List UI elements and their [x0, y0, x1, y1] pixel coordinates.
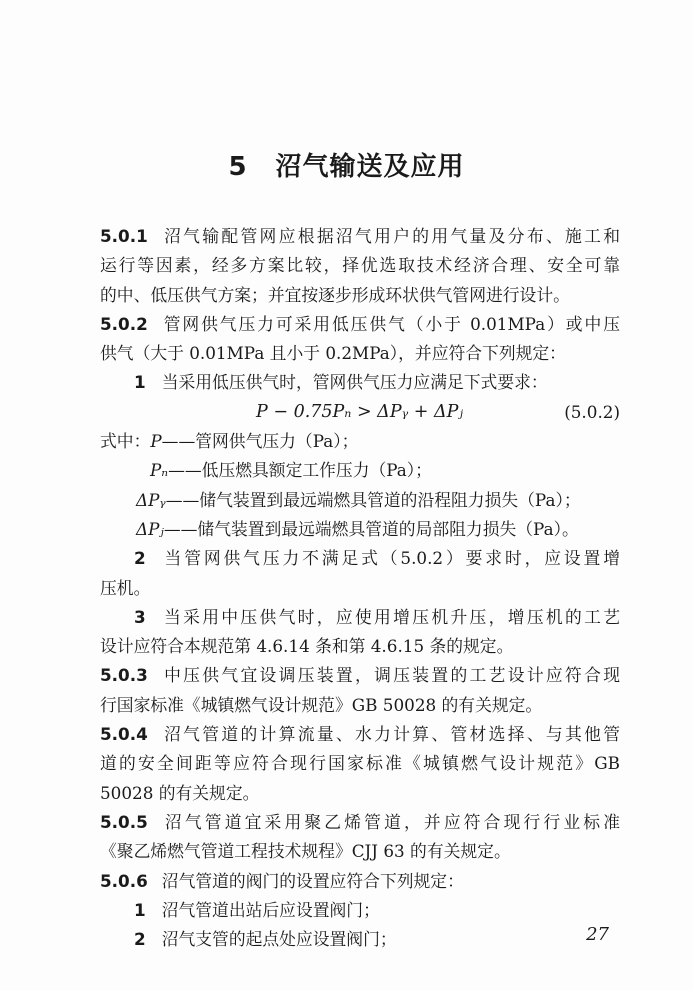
- item-number: 1: [134, 372, 146, 393]
- clause-5-0-5-line-1: 5.0.5 沼气管道宜采用聚乙烯管道，并应符合现行行业标准: [100, 811, 620, 832]
- clause-5-0-2-item-1: 1 当采用低压供气时，管网供气压力应满足下式要求：: [134, 372, 548, 393]
- clause-5-0-2-item-2-line-1: 2 当管网供气压力不满足式（5.0.2）要求时，应设置增: [134, 548, 620, 569]
- item-number: 1: [134, 899, 146, 920]
- clause-number: 5.0.1: [100, 226, 148, 246]
- clause-5-0-2-item-3-line-2: 设计应符合本规范第 4.6.14 条和第 4.6.15 条的规定。: [100, 636, 514, 657]
- clause-5-0-2-line-1: 5.0.2 管网供气压力可采用低压供气（小于 0.01MPa）或中压: [100, 313, 620, 334]
- clause-5-0-1-line-1: 5.0.1 沼气输配管网应根据沼气用户的用气量及分布、施工和: [100, 226, 620, 246]
- page-number: 27: [586, 924, 609, 945]
- clause-number: 5.0.4: [100, 724, 148, 745]
- clause-5-0-6-line-1: 5.0.6 沼气管道的阀门的设置应符合下列规定：: [100, 870, 464, 891]
- formula-expression: P − 0.75Pₙ > ΔPᵧ + ΔPⱼ: [256, 401, 464, 422]
- formula-5-0-2: [100, 398, 620, 427]
- clause-5-0-6-item-2: 2 沼气支管的起点处应设置阀门；: [134, 929, 397, 950]
- clause-5-0-1-line-3: 的中、低压供气方案；并宜按逐步形成环状供气管网进行设计。: [100, 284, 570, 305]
- clause-5-0-2-item-3-line-1: 3 当采用中压供气时，应使用增压机升压，增压机的工艺: [134, 606, 620, 627]
- where-label: 式中：: [100, 431, 151, 452]
- clause-5-0-2-item-2-line-2: 压机。: [100, 577, 151, 598]
- chapter-title-text: 沼气输送及应用: [275, 152, 465, 182]
- document-body: [100, 222, 620, 954]
- clause-5-0-1-line-2: 运行等因素，经多方案比较，择优选取技术经济合理、安全可靠: [100, 255, 620, 276]
- clause-5-0-4-line-1: 5.0.4 沼气管道的计算流量、水力计算、管材选择、与其他管: [100, 724, 620, 745]
- clause-5-0-6-item-1: 1 沼气管道出站后应设置阀门；: [134, 899, 380, 920]
- chapter-number: 5: [228, 152, 248, 182]
- item-number: 3: [134, 606, 146, 627]
- definition-delta-pj: ΔPⱼ——储气装置到最远端燃具管道的局部阻力损失（Pa）。: [136, 518, 579, 539]
- clause-5-0-4-line-2: 道的安全间距等应符合现行国家标准《城镇燃气设计规范》GB: [100, 753, 620, 774]
- clause-5-0-4-line-3: 50028 的有关规定。: [100, 782, 260, 803]
- definition-delta-py: ΔPᵧ——储气装置到最远端燃具管道的沿程阻力损失（Pa）；: [136, 489, 581, 510]
- clause-number: 5.0.2: [100, 313, 148, 334]
- clause-5-0-3-line-1: 5.0.3 中压供气宜设调压装置，调压装置的工艺设计应符合现: [100, 665, 620, 686]
- item-number: 2: [134, 548, 146, 569]
- formula-number: (5.0.2): [564, 401, 620, 422]
- chapter-title: [0, 146, 693, 183]
- item-number: 2: [134, 929, 146, 950]
- clause-5-0-5-line-2: 《聚乙烯燃气管道工程技术规程》CJJ 63 的有关规定。: [100, 841, 511, 862]
- clause-5-0-2-line-2: 供气（大于 0.01MPa 且小于 0.2MPa），并应符合下列规定：: [100, 343, 566, 364]
- clause-number: 5.0.6: [100, 870, 148, 891]
- clause-5-0-3-line-2: 行国家标准《城镇燃气设计规范》GB 50028 的有关规定。: [100, 694, 543, 715]
- clause-number: 5.0.5: [100, 811, 148, 832]
- definition-pn: Pₙ——低压燃具额定工作压力（Pa）；: [150, 460, 432, 481]
- definition-p: 式中：P——管网供气压力（Pa）；: [100, 431, 359, 452]
- clause-number: 5.0.3: [100, 665, 148, 686]
